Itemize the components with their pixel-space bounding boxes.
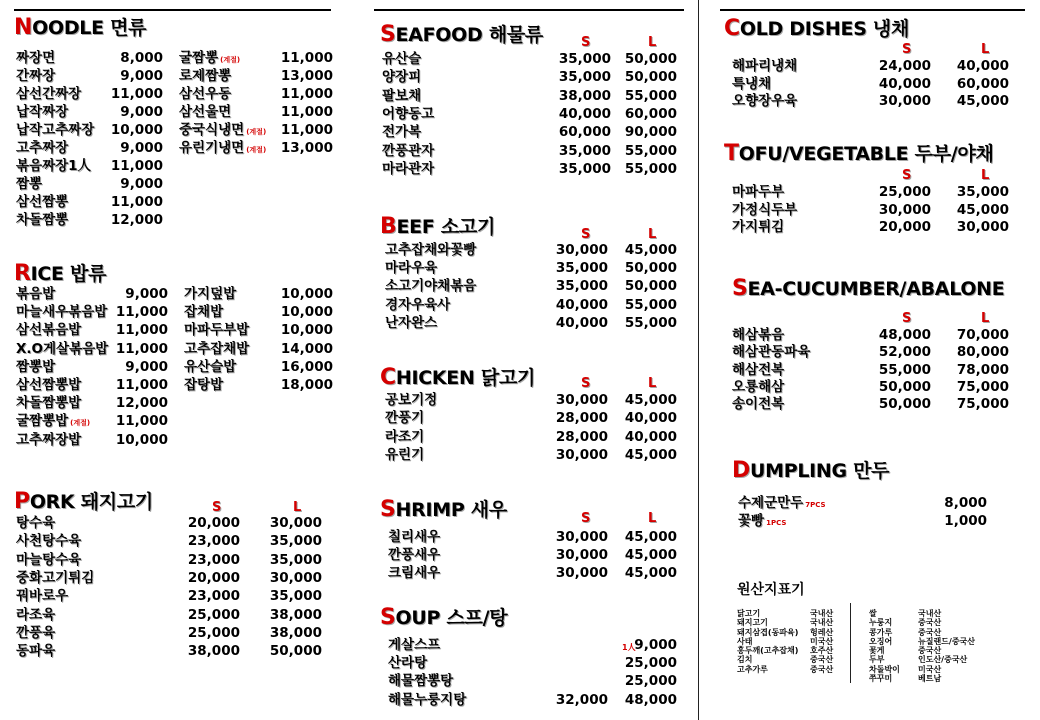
sea-cucumber-item-name: 해삼관동파육 <box>732 344 811 361</box>
noodle-right-item-price: 11,000 <box>280 50 333 66</box>
tofu-vegetable-item-price-large: 45,000 <box>956 201 1009 218</box>
noodle-right-item-price: 13,000 <box>280 68 333 84</box>
menu-note: (계절) <box>220 56 241 64</box>
top-rule-left <box>14 9 331 11</box>
soup-item-note: 1人 <box>622 643 636 652</box>
seafood-item-price-small: 35,000 <box>558 69 611 86</box>
origin-list-2-items: 쌀 누룽지 콩가루 오징어 꽃게 두부 차돌박이 쭈꾸미 <box>869 609 900 684</box>
seafood-item-price-small: 40,000 <box>558 105 611 122</box>
pork-item-price-small: 23,000 <box>187 551 240 568</box>
seafood-item-name: 팔보채 <box>382 87 422 104</box>
sea-cucumber-title <box>732 276 1004 301</box>
pork-item-name: 라조육 <box>16 606 56 623</box>
chicken-item-name: 깐풍기 <box>385 410 425 427</box>
pork-item-name: 사천탕수육 <box>16 533 82 550</box>
rice-left-item-price: 11,000 <box>115 340 168 357</box>
seafood-title-text: EAFOOD <box>395 24 483 46</box>
beef-title-korean: 소고기 <box>434 216 495 238</box>
pork-item-name: 꿔바로우 <box>16 588 69 605</box>
seafood-item-name: 깐풍관자 <box>382 142 435 159</box>
noodle-right-item-name: 유린기냉면 (계절) <box>179 140 267 156</box>
cold-dishes-title <box>724 14 909 41</box>
noodle-left-item-price: 8,000 <box>120 50 163 66</box>
chicken-item-price-small: 30,000 <box>555 446 608 463</box>
noodle-left-item-price: 9,000 <box>120 176 163 192</box>
shrimp-item-price-large: 45,000 <box>624 547 677 563</box>
pork-item-name: 동파육 <box>16 643 56 660</box>
dumpling-title-initial: D <box>732 458 750 483</box>
noodle-title-text: OODLE <box>32 17 104 39</box>
rice-right-item-name: 잡채밥 <box>184 304 224 321</box>
pork-item-price-small: 23,000 <box>187 533 240 550</box>
seafood-item-price-large: 50,000 <box>624 69 677 86</box>
rice-left-item-price: 12,000 <box>115 395 168 412</box>
tofu-vegetable-item-price-large: 35,000 <box>956 184 1009 200</box>
sea-cucumber-item-name: 송이전복 <box>732 396 785 413</box>
rice-title-initial: R <box>14 261 31 286</box>
soup-item-price-large: 25,000 <box>624 673 677 690</box>
cold-dishes-item-price-large: 60,000 <box>956 75 1009 92</box>
pork-item-price-large: 38,000 <box>269 606 322 623</box>
cold-dishes-item-price-large: 45,000 <box>956 93 1009 109</box>
sea-cucumber-item-price-large: 80,000 <box>956 344 1009 361</box>
noodle-left-item-name: 납작짜장 <box>16 104 69 120</box>
cold-dishes-size-large-label: L <box>981 42 990 57</box>
sea-cucumber-item-price-small: 48,000 <box>878 327 931 343</box>
seafood-item-price-small: 35,000 <box>558 160 611 177</box>
seafood-item-price-large: 50,000 <box>624 51 677 67</box>
beef-item-price-large: 45,000 <box>624 242 677 258</box>
chicken-item-name: 유린기 <box>385 446 425 463</box>
shrimp-item-price-small: 30,000 <box>555 547 608 563</box>
noodle-left-item-price: 12,000 <box>110 212 163 228</box>
shrimp-item-name: 크림새우 <box>388 565 441 581</box>
noodle-title-initial: N <box>14 15 33 40</box>
seafood-size-large-label: L <box>648 35 657 50</box>
beef-size-small-label: S <box>581 227 591 242</box>
noodle-left-item-name: 볶음짜장1人 <box>16 158 92 174</box>
beef-item-price-large: 50,000 <box>624 260 677 277</box>
shrimp-size-small-label: S <box>581 511 591 526</box>
pork-item-price-large: 30,000 <box>269 569 322 586</box>
soup-title-initial: S <box>380 605 396 630</box>
seafood-item-price-large: 55,000 <box>624 142 677 159</box>
tofu-vegetable-item-price-small: 30,000 <box>878 201 931 218</box>
dumpling-item-price: 8,000 <box>944 495 987 511</box>
noodle-right-item-price: 11,000 <box>280 86 333 102</box>
rice-left-item-name: 짬뽕밥 <box>16 358 56 375</box>
noodle-right-item-price: 11,000 <box>280 122 333 138</box>
noodle-left-item-price: 9,000 <box>120 104 163 120</box>
tofu-vegetable-title-initial: T <box>724 141 739 166</box>
chicken-item-name: 공보기정 <box>385 392 438 408</box>
shrimp-item-price-large: 45,000 <box>624 529 677 545</box>
noodle-left-item-name: 짬뽕 <box>16 176 43 192</box>
rice-left-item-name: X.O게살볶음밥 <box>16 340 109 357</box>
noodle-left-item-price: 9,000 <box>120 68 163 84</box>
tofu-vegetable-item-name: 가정식두부 <box>732 201 798 218</box>
shrimp-title-korean: 새우 <box>464 499 507 521</box>
pork-item-price-small: 23,000 <box>187 588 240 605</box>
beef-item-price-large: 55,000 <box>624 296 677 313</box>
soup-item-name: 해물누룽지탕 <box>388 691 467 708</box>
noodle-title-korean: 면류 <box>103 17 147 39</box>
shrimp-item-price-small: 30,000 <box>555 529 608 545</box>
pork-item-price-large: 35,000 <box>269 533 322 550</box>
chicken-item-price-large: 40,000 <box>624 428 677 445</box>
rice-right-item-name: 잡탕밥 <box>184 377 224 393</box>
seafood-item-price-small: 38,000 <box>558 87 611 104</box>
pork-item-price-large: 38,000 <box>269 624 322 641</box>
noodle-left-item-name: 납작고추짜장 <box>16 122 95 138</box>
rice-left-item-name: 볶음밥 <box>16 286 56 302</box>
rice-right-item-price: 14,000 <box>280 340 333 357</box>
noodle-left-item-price: 11,000 <box>110 158 163 174</box>
pork-item-price-small: 20,000 <box>187 515 240 531</box>
pork-item-price-small: 25,000 <box>187 624 240 641</box>
pork-title <box>14 487 153 514</box>
dumpling-title <box>732 456 889 483</box>
sea-cucumber-item-price-small: 50,000 <box>878 378 931 395</box>
rice-left-item-name: 차돌짬뽕밥 <box>16 395 82 412</box>
tofu-vegetable-item-price-small: 20,000 <box>878 219 931 235</box>
soup-item-price-large: 9,000 <box>634 637 677 653</box>
tofu-vegetable-size-large-label: L <box>981 168 990 183</box>
beef-item-price-small: 40,000 <box>555 314 608 331</box>
noodle-left-item-price: 9,000 <box>120 140 163 156</box>
dumpling-title-korean: 만두 <box>846 460 890 482</box>
column-divider <box>698 0 699 720</box>
rice-left-item-price: 10,000 <box>115 431 168 448</box>
shrimp-item-name: 칠리새우 <box>388 529 441 545</box>
cold-dishes-title-korean: 냉채 <box>866 18 910 40</box>
chicken-item-price-large: 40,000 <box>624 410 677 427</box>
menu-note: 1PCS <box>766 519 787 527</box>
tofu-vegetable-title <box>724 139 994 166</box>
rice-right-item-name: 유산슬밥 <box>184 358 237 375</box>
beef-item-price-small: 35,000 <box>555 260 608 277</box>
beef-title-text: EEF <box>396 216 435 238</box>
rice-title-text: ICE <box>30 263 64 285</box>
seafood-item-price-large: 90,000 <box>624 124 677 141</box>
cold-dishes-title-initial: C <box>724 16 740 41</box>
seafood-title-korean: 해물류 <box>482 24 543 46</box>
soup-item-price-small: 32,000 <box>555 691 608 708</box>
sea-cucumber-item-name: 오룡해삼 <box>732 378 785 395</box>
seafood-item-price-large: 55,000 <box>624 160 677 177</box>
noodle-right-item-name: 굴짬뽕 (계절) <box>179 50 241 66</box>
tofu-vegetable-item-price-small: 25,000 <box>878 184 931 200</box>
chicken-title-text: HICKEN <box>395 367 475 389</box>
beef-item-name: 소고기야채볶음 <box>385 278 477 295</box>
origin-list-2-origins: 국내산 중국산 중국산 뉴질랜드/중국산 중국산 인도산/중국산 미국산 베트남 <box>918 609 976 684</box>
chicken-item-price-large: 45,000 <box>624 392 677 408</box>
soup-item-price-large: 25,000 <box>624 655 677 672</box>
rice-right-item-price: 16,000 <box>280 358 333 375</box>
rice-left-item-price: 11,000 <box>115 413 168 430</box>
sea-cucumber-size-large-label: L <box>981 311 990 326</box>
chicken-title-korean: 닭고기 <box>474 367 536 389</box>
chicken-size-small-label: S <box>581 376 591 391</box>
seafood-item-name: 어향동고 <box>382 105 435 122</box>
seafood-item-price-small: 60,000 <box>558 124 611 141</box>
beef-item-price-large: 55,000 <box>624 314 677 331</box>
sea-cucumber-item-price-large: 78,000 <box>956 361 1009 378</box>
noodle-right-item-name: 삼선우동 <box>179 86 232 102</box>
shrimp-item-name: 깐풍새우 <box>388 547 441 563</box>
beef-item-name: 마라우육 <box>385 260 438 277</box>
pork-item-name: 중화고기튀김 <box>16 569 95 586</box>
chicken-item-price-small: 28,000 <box>555 410 608 427</box>
origin-list-1-origins: 국내산 국내산 헝레산 미국산 호주산 중국산 중국산 <box>810 609 834 674</box>
beef-item-name: 난자완스 <box>385 314 438 331</box>
rice-right-item-price: 18,000 <box>280 377 333 393</box>
tofu-vegetable-size-small-label: S <box>902 168 912 183</box>
cold-dishes-item-name: 해파리냉채 <box>732 58 798 74</box>
rice-right-item-name: 마파두부밥 <box>184 322 250 339</box>
noodle-left-item-price: 10,000 <box>110 122 163 138</box>
sea-cucumber-item-price-small: 50,000 <box>878 396 931 413</box>
rice-left-item-price: 11,000 <box>115 304 168 321</box>
rice-right-item-price: 10,000 <box>280 304 333 321</box>
seafood-item-name: 유산슬 <box>382 51 422 67</box>
sea-cucumber-size-small-label: S <box>902 311 912 326</box>
seafood-title-initial: S <box>380 22 396 47</box>
noodle-left-item-name: 간짜장 <box>16 68 56 84</box>
chicken-title <box>380 363 535 390</box>
sea-cucumber-item-price-large: 75,000 <box>956 378 1009 395</box>
soup-item-price-large: 48,000 <box>624 691 677 708</box>
rice-left-item-price: 9,000 <box>125 286 168 302</box>
tofu-vegetable-item-name: 마파두부 <box>732 184 785 200</box>
cold-dishes-item-name: 특냉채 <box>732 75 772 92</box>
rice-right-item-name: 가지덮밥 <box>184 286 237 302</box>
pork-item-price-large: 35,000 <box>269 551 322 568</box>
noodle-left-item-price: 11,000 <box>110 194 163 210</box>
cold-dishes-item-price-small: 40,000 <box>878 75 931 92</box>
noodle-left-item-name: 차돌짬뽕 <box>16 212 69 228</box>
rice-left-item-price: 11,000 <box>115 377 168 393</box>
tofu-vegetable-item-name: 가지튀김 <box>732 219 785 235</box>
noodle-left-item-name: 삼선짬뽕 <box>16 194 69 210</box>
soup-item-name: 해물짬뽕탕 <box>388 673 454 690</box>
dumpling-item-name: 수제군만두 7PCS <box>738 495 826 511</box>
origin-divider <box>850 603 851 683</box>
dumpling-item-price: 1,000 <box>944 513 987 529</box>
rice-left-item-name: 굴짬뽕밥 (계절) <box>16 413 91 430</box>
shrimp-title <box>380 495 507 522</box>
dumpling-item-name: 꽃빵 1PCS <box>738 513 787 529</box>
pork-title-text: ORK <box>29 491 75 513</box>
pork-item-price-small: 38,000 <box>187 643 240 660</box>
seafood-item-price-large: 55,000 <box>624 87 677 104</box>
pork-item-price-large: 50,000 <box>269 643 322 660</box>
noodle-left-item-name: 짜장면 <box>16 50 56 66</box>
tofu-vegetable-title-korean: 두부/야채 <box>908 143 994 165</box>
pork-size-small-label: S <box>212 500 222 515</box>
shrimp-item-price-large: 45,000 <box>624 565 677 581</box>
top-rule-middle <box>374 9 684 11</box>
pork-item-price-small: 20,000 <box>187 569 240 586</box>
pork-title-initial: P <box>14 489 30 514</box>
beef-item-price-large: 50,000 <box>624 278 677 295</box>
soup-item-name: 게살스프 <box>388 637 441 653</box>
shrimp-item-price-small: 30,000 <box>555 565 608 581</box>
sea-cucumber-item-price-large: 70,000 <box>956 327 1009 343</box>
noodle-right-item-price: 13,000 <box>280 140 333 156</box>
rice-left-item-name: 마늘새우볶음밥 <box>16 304 108 321</box>
chicken-size-large-label: L <box>648 376 657 391</box>
rice-title <box>14 259 106 286</box>
chicken-item-name: 라조기 <box>385 428 425 445</box>
seafood-item-name: 전가복 <box>382 124 422 141</box>
dumpling-title-text: UMPLING <box>749 460 847 482</box>
rice-left-item-price: 9,000 <box>125 358 168 375</box>
beef-item-price-small: 30,000 <box>555 242 608 258</box>
seafood-item-price-large: 60,000 <box>624 105 677 122</box>
cold-dishes-item-price-small: 24,000 <box>878 58 931 74</box>
beef-title-initial: B <box>380 214 397 239</box>
soup-title-korean: 스프/탕 <box>440 607 508 629</box>
sea-cucumber-item-price-large: 75,000 <box>956 396 1009 413</box>
beef-size-large-label: L <box>648 227 657 242</box>
sea-cucumber-item-price-small: 55,000 <box>878 361 931 378</box>
noodle-left-item-name: 고추짜장 <box>16 140 69 156</box>
shrimp-title-initial: S <box>380 497 396 522</box>
cold-dishes-size-small-label: S <box>902 42 912 57</box>
rice-left-item-price: 11,000 <box>115 322 168 339</box>
beef-title <box>380 212 495 239</box>
noodle-right-item-name: 로제짬뽕 <box>179 68 232 84</box>
beef-item-name: 경자우육사 <box>385 296 451 313</box>
menu-note: (계절) <box>70 419 91 428</box>
rice-left-item-name: 삼선볶음밥 <box>16 322 82 339</box>
rice-right-item-price: 10,000 <box>280 286 333 302</box>
rice-left-item-name: 삼선짬뽕밥 <box>16 377 82 393</box>
soup-title-text: OUP <box>395 607 441 629</box>
noodle-right-item-name: 중국식냉면 (계절) <box>179 122 267 138</box>
rice-left-item-name: 고추짜장밥 <box>16 431 82 448</box>
noodle-right-item-price: 11,000 <box>280 104 333 120</box>
top-rule-right <box>720 9 1025 11</box>
pork-item-name: 마늘탕수육 <box>16 551 82 568</box>
menu-note: (계절) <box>246 146 267 154</box>
rice-right-item-name: 고추잡채밥 <box>184 340 250 357</box>
pork-item-name: 깐풍육 <box>16 624 56 641</box>
noodle-left-item-price: 11,000 <box>110 86 163 102</box>
beef-item-name: 고추잡채와꽃빵 <box>385 242 477 258</box>
pork-title-korean: 돼지고기 <box>74 491 153 513</box>
chicken-item-price-small: 28,000 <box>555 428 608 445</box>
noodle-right-item-name: 삼선울면 <box>179 104 232 120</box>
origin-title: 원산지표기 <box>737 582 805 598</box>
menu-note: (계절) <box>246 128 267 136</box>
pork-item-price-large: 35,000 <box>269 588 322 605</box>
sea-cucumber-item-price-small: 52,000 <box>878 344 931 361</box>
beef-item-price-small: 40,000 <box>555 296 608 313</box>
menu-note: 7PCS <box>805 501 826 509</box>
chicken-item-price-large: 45,000 <box>624 446 677 463</box>
sea-cucumber-item-name: 해삼볶음 <box>732 327 785 343</box>
pork-item-name: 탕수육 <box>16 515 56 531</box>
cold-dishes-item-price-small: 30,000 <box>878 93 931 109</box>
sea-cucumber-item-name: 해삼전복 <box>732 361 785 378</box>
seafood-title <box>380 20 543 47</box>
chicken-item-price-small: 30,000 <box>555 392 608 408</box>
seafood-size-small-label: S <box>581 35 591 50</box>
noodle-title <box>14 13 146 40</box>
sea-cucumber-title-initial: S <box>732 276 748 301</box>
noodle-left-item-name: 삼선간짜장 <box>16 86 82 102</box>
seafood-item-price-small: 35,000 <box>558 142 611 159</box>
seafood-item-price-small: 35,000 <box>558 51 611 67</box>
rice-title-korean: 밥류 <box>63 263 107 285</box>
tofu-vegetable-title-text: OFU/VEGETABLE <box>738 143 909 165</box>
seafood-item-name: 마라관자 <box>382 160 435 177</box>
pork-item-price-large: 30,000 <box>269 515 322 531</box>
cold-dishes-item-name: 오향장우육 <box>732 93 798 109</box>
soup-item-name: 산라탕 <box>388 655 428 672</box>
shrimp-size-large-label: L <box>648 511 657 526</box>
pork-size-large-label: L <box>293 500 302 515</box>
rice-right-item-price: 10,000 <box>280 322 333 339</box>
shrimp-title-text: HRIMP <box>395 499 465 521</box>
tofu-vegetable-item-price-large: 30,000 <box>956 219 1009 235</box>
beef-item-price-small: 35,000 <box>555 278 608 295</box>
soup-title <box>380 603 507 630</box>
seafood-item-name: 양장피 <box>382 69 422 86</box>
sea-cucumber-title-text: EA-CUCUMBER/ABALONE <box>747 278 1005 300</box>
cold-dishes-title-text: OLD DISHES <box>739 18 867 40</box>
chicken-title-initial: C <box>380 365 396 390</box>
cold-dishes-item-price-large: 40,000 <box>956 58 1009 74</box>
pork-item-price-small: 25,000 <box>187 606 240 623</box>
origin-list-1-items: 닭고기 돼지고기 돼지삼겹(동파육) 사태 홍두깨(고추잡채) 김치 고추가루 <box>737 609 799 674</box>
